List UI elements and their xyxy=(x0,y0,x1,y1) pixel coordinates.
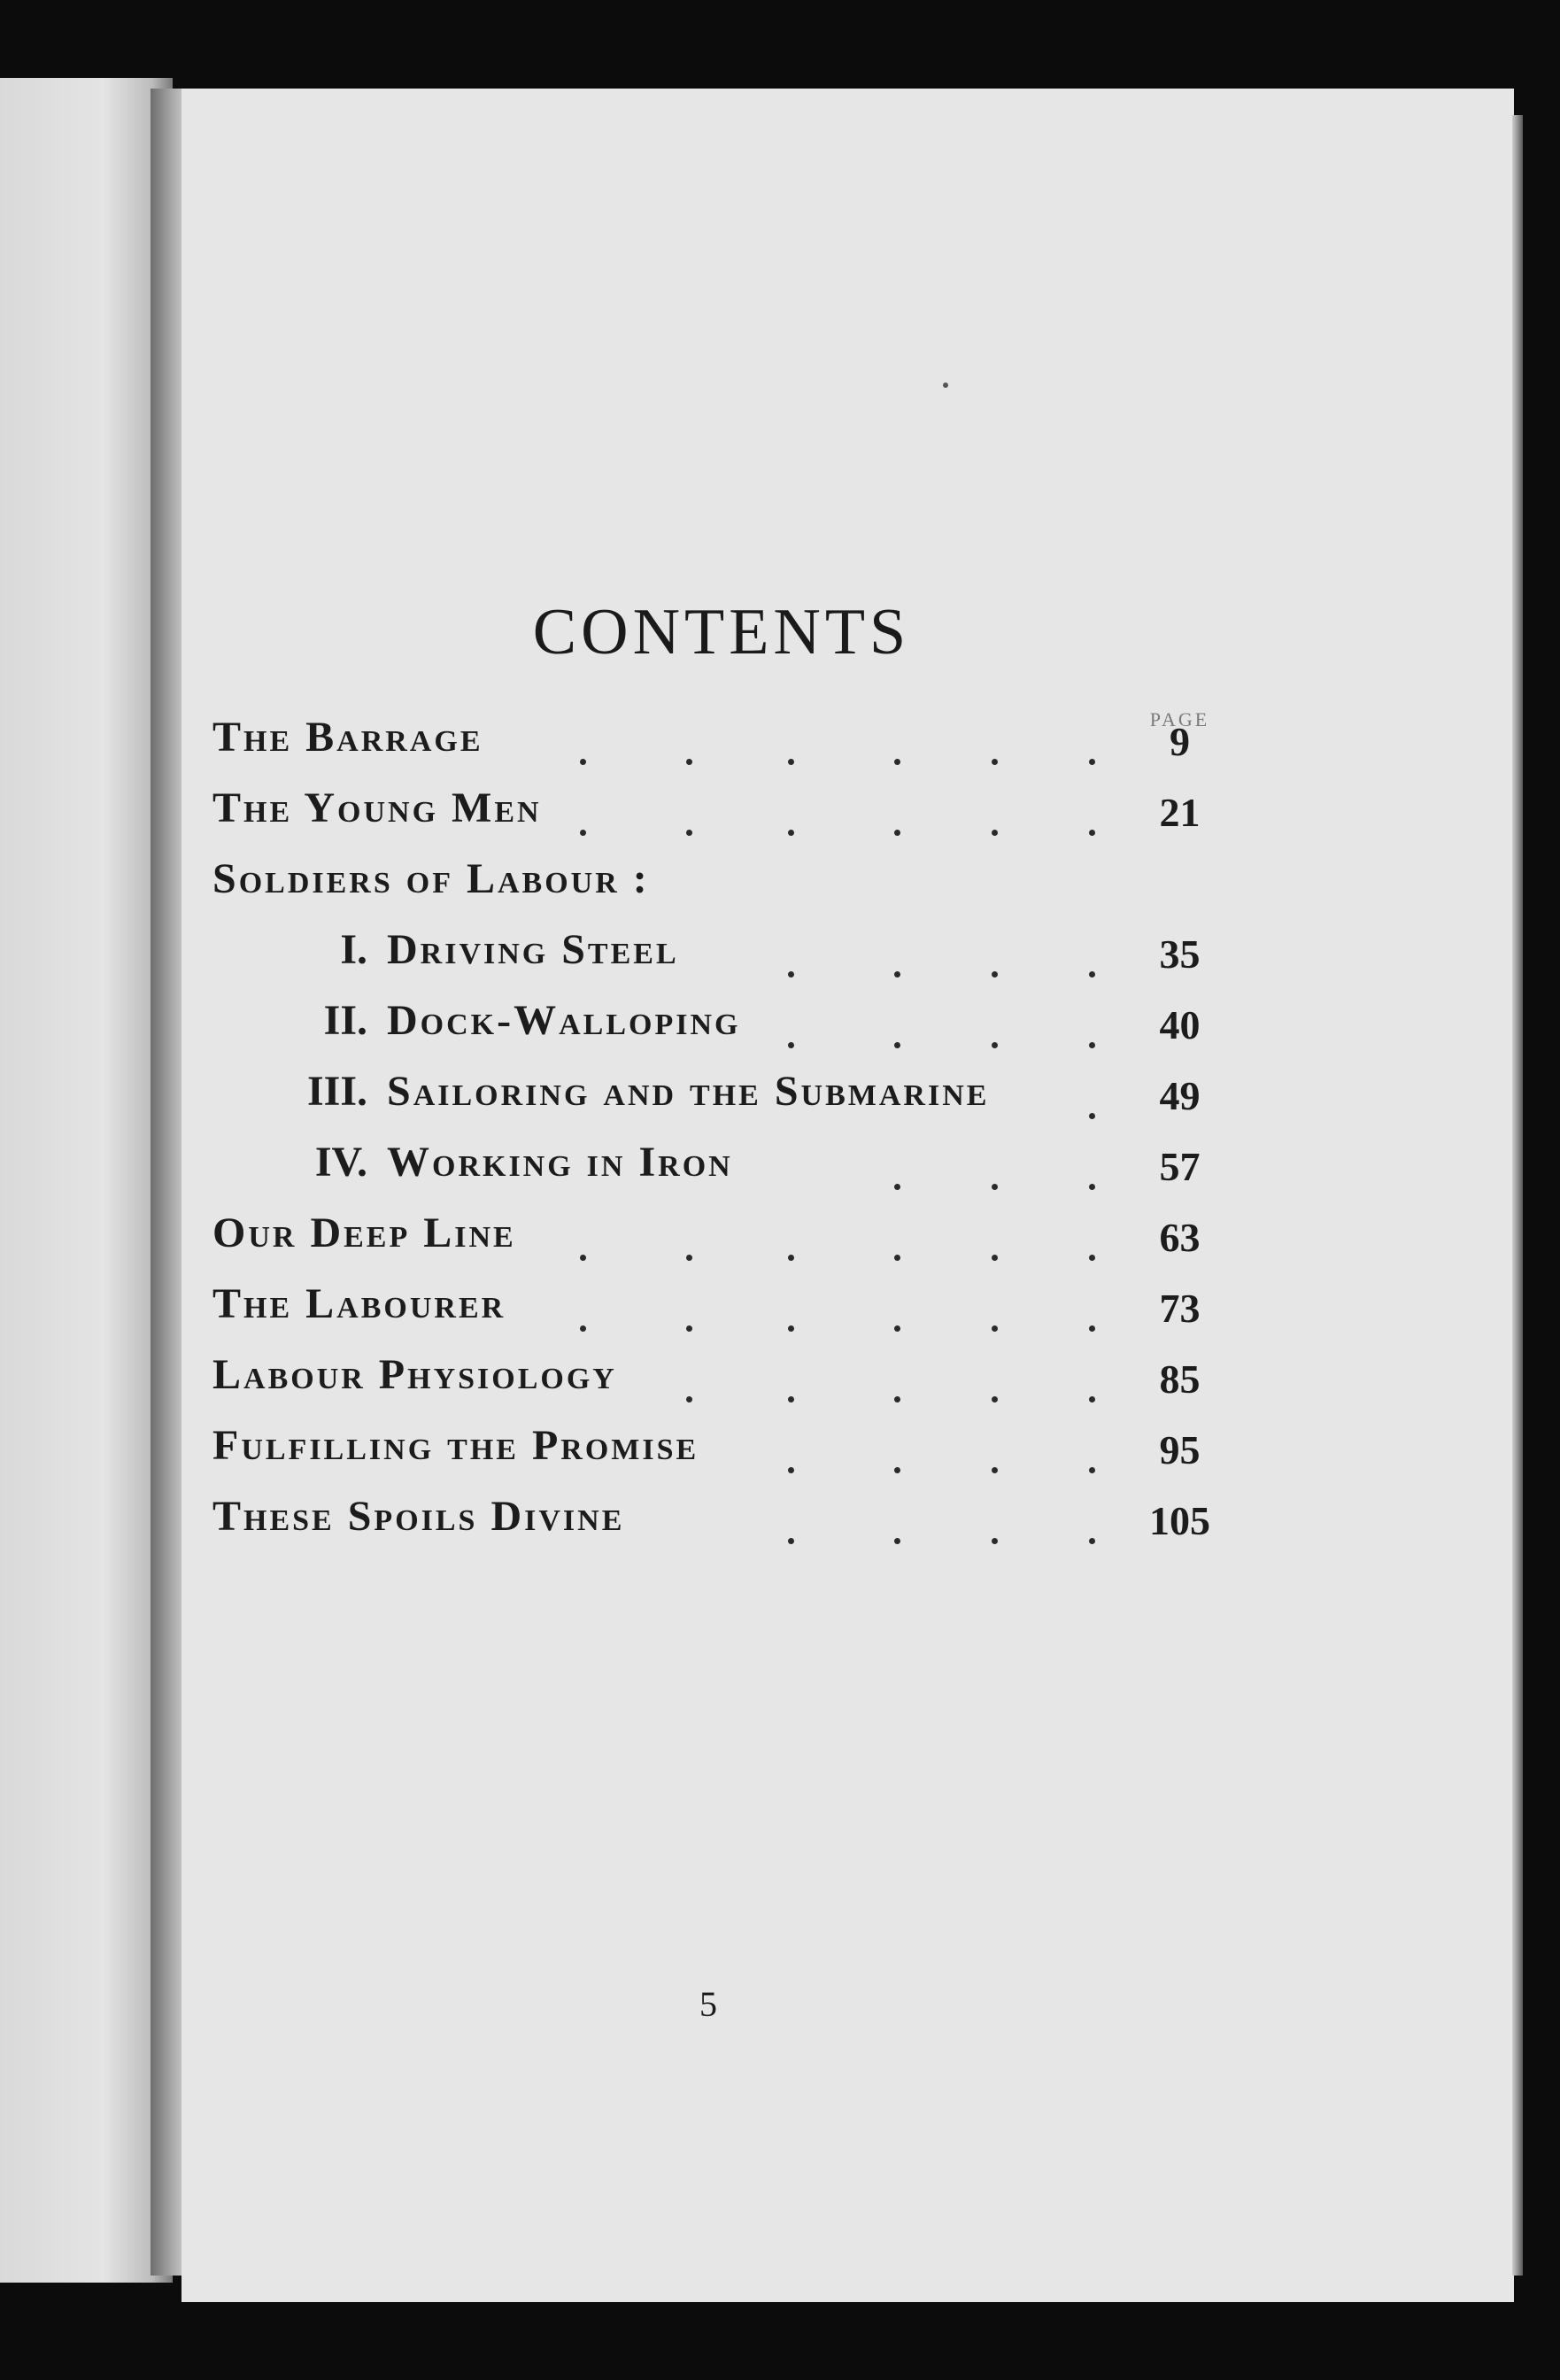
previous-page-edge xyxy=(0,78,173,2283)
entry-number: I. xyxy=(340,926,367,973)
leader-dot xyxy=(788,1467,794,1473)
entry-page-number: 95 xyxy=(1159,1427,1201,1472)
page-column-label: PAGE xyxy=(1149,708,1210,730)
dot-leader xyxy=(212,971,1133,980)
leader-dot xyxy=(894,1184,900,1190)
leader-dot xyxy=(788,1042,794,1048)
entry-number: II. xyxy=(323,997,367,1044)
leader-dot xyxy=(894,759,900,765)
dot-leader xyxy=(212,759,1133,768)
entry-title: Sailoring and the Submarine xyxy=(387,1068,990,1115)
leader-dot xyxy=(788,1255,794,1261)
leader-dot xyxy=(686,759,692,765)
leader-dot xyxy=(686,1325,692,1332)
leader-dot xyxy=(788,1538,794,1544)
entry-title: Dock-Walloping xyxy=(387,997,741,1044)
leader-dot xyxy=(992,1538,998,1544)
dot-leader xyxy=(212,1325,1133,1334)
leader-dot xyxy=(992,971,998,978)
leader-dot xyxy=(1089,759,1095,765)
leader-dot xyxy=(894,1325,900,1332)
leader-dot xyxy=(894,1467,900,1473)
dot-leader xyxy=(212,1255,1133,1263)
toc-entry xyxy=(212,1279,1222,1350)
entry-title: Soldiers of Labour : xyxy=(212,855,650,902)
leader-dot xyxy=(788,759,794,765)
leader-dot xyxy=(1089,1396,1095,1402)
toc-entry xyxy=(212,784,1222,854)
entry-page-number: 57 xyxy=(1159,1144,1201,1189)
leader-dot xyxy=(992,1255,998,1261)
leader-dot xyxy=(1089,1113,1095,1119)
entry-title: These Spoils Divine xyxy=(212,1493,625,1540)
toc-entry xyxy=(212,1138,1222,1209)
leader-dot xyxy=(1089,971,1095,978)
leader-dot xyxy=(1089,1184,1095,1190)
entry-page-number: 85 xyxy=(1159,1356,1201,1402)
entry-page-number: 9 xyxy=(1170,719,1190,764)
leader-dot xyxy=(1089,1325,1095,1332)
leader-dot xyxy=(894,1042,900,1048)
page-number: 5 xyxy=(699,1984,717,2024)
leader-dot xyxy=(1089,1255,1095,1261)
entry-title: The Labourer xyxy=(212,1280,506,1327)
table-of-contents xyxy=(212,713,1222,1563)
leader-dot xyxy=(686,1396,692,1402)
toc-entry xyxy=(212,854,1222,925)
leader-dot xyxy=(992,1467,998,1473)
leader-dot xyxy=(1089,830,1095,836)
leader-dot xyxy=(992,1396,998,1402)
dot-leader xyxy=(212,1042,1133,1051)
leader-dot xyxy=(992,1184,998,1190)
toc-entry xyxy=(212,1209,1222,1279)
dot-leader xyxy=(212,1538,1133,1547)
leader-dot xyxy=(992,759,998,765)
toc-entry xyxy=(212,996,1222,1067)
leader-dot xyxy=(1089,1538,1095,1544)
leader-dot xyxy=(788,1396,794,1402)
leader-dot xyxy=(788,830,794,836)
toc-entry xyxy=(212,1350,1222,1421)
entry-page-number: 21 xyxy=(1159,790,1201,835)
leader-dot xyxy=(788,1325,794,1332)
toc-entry xyxy=(212,713,1222,784)
entry-title: Labour Physiology xyxy=(212,1351,617,1398)
dot-leader xyxy=(212,1467,1133,1476)
leader-dot xyxy=(788,971,794,978)
leader-dot xyxy=(894,1396,900,1402)
toc-entry xyxy=(212,1492,1222,1563)
entry-number: IV. xyxy=(314,1139,367,1186)
leader-dot xyxy=(580,1255,586,1261)
leader-dot xyxy=(894,1255,900,1261)
entry-title: The Barrage xyxy=(212,714,483,761)
leader-dot xyxy=(686,1255,692,1261)
entry-title: Our Deep Line xyxy=(212,1209,516,1256)
entry-number: III. xyxy=(306,1068,367,1115)
page-right-edge xyxy=(1512,115,1523,2276)
toc-entry xyxy=(212,1067,1222,1138)
contents-heading: CONTENTS xyxy=(532,596,911,668)
leader-dot xyxy=(992,1325,998,1332)
entry-title: Driving Steel xyxy=(387,926,679,973)
entry-page-number: 49 xyxy=(1159,1073,1201,1118)
leader-dot xyxy=(992,1042,998,1048)
entry-title: Fulfilling the Promise xyxy=(212,1422,699,1469)
leader-dot xyxy=(894,830,900,836)
toc-entry xyxy=(212,1421,1222,1492)
toc-entry xyxy=(212,925,1222,996)
leader-dot xyxy=(1089,1042,1095,1048)
entry-page-number: 40 xyxy=(1159,1002,1201,1047)
leader-dot xyxy=(580,759,586,765)
entry-page-number: 63 xyxy=(1159,1215,1201,1260)
dot-leader xyxy=(212,1184,1133,1193)
entry-page-number: 73 xyxy=(1159,1286,1201,1331)
leader-dot xyxy=(686,830,692,836)
leader-dot xyxy=(580,830,586,836)
dot-leader xyxy=(212,830,1133,838)
leader-dot xyxy=(580,1325,586,1332)
entry-page-number: 105 xyxy=(1149,1498,1210,1543)
dot-leader xyxy=(212,1113,1133,1122)
leader-dot xyxy=(992,830,998,836)
leader-dot xyxy=(1089,1467,1095,1473)
entry-title: The Young Men xyxy=(212,784,542,831)
paper-speck xyxy=(943,382,948,388)
leader-dot xyxy=(894,971,900,978)
leader-dot xyxy=(894,1538,900,1544)
dot-leader xyxy=(212,1396,1133,1405)
entry-page-number: 35 xyxy=(1159,931,1201,977)
entry-title: Working in Iron xyxy=(387,1139,733,1186)
